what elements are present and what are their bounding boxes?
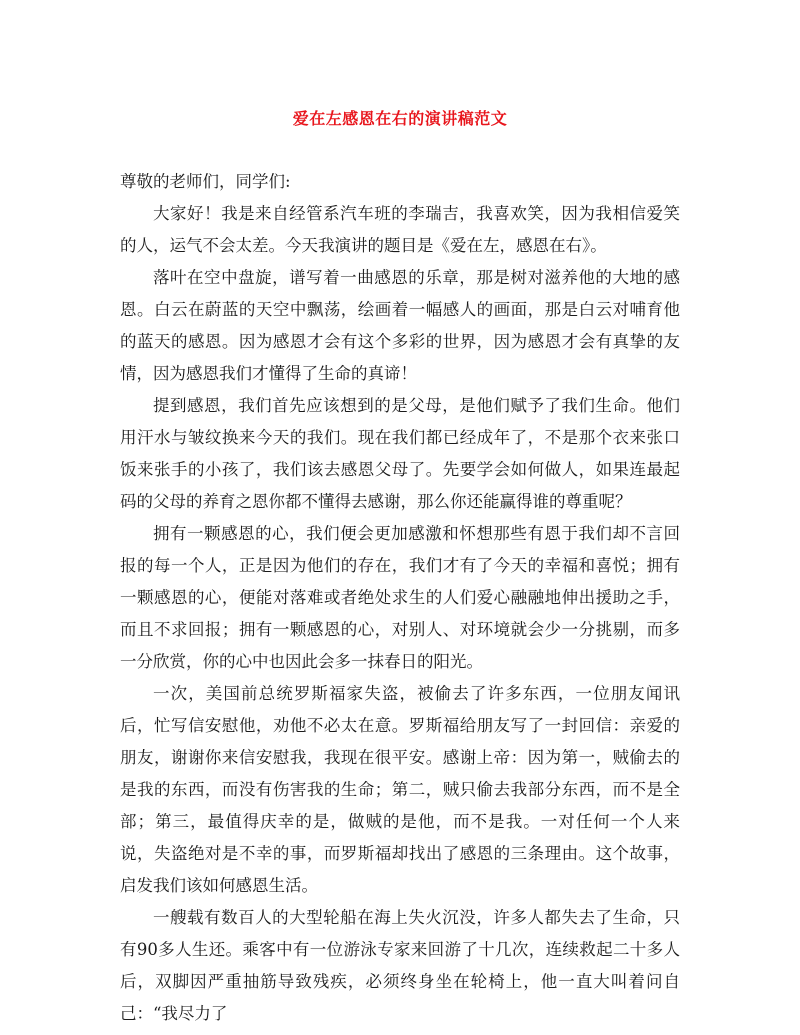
document-title: 爱在左感恩在右的演讲稿范文 <box>292 109 508 128</box>
salutation: 尊敬的老师们，同学们: <box>120 172 291 191</box>
paragraph-6: 一艘载有数百人的大型轮船在海上失火沉没，许多人都失去了生命，只有90多人生还。乘客中有一位游泳专家来回游了十几次，连续救起二十多人后，双脚因严重抽筋导致残疾，必须终身坐在轮椅上，他一直大叫着问自己：“我尽力了 <box>120 908 680 1023</box>
document-body <box>120 166 680 1030</box>
paragraph-4: 拥有一颗感恩的心，我们便会更加感激和怀想那些有恩于我们却不言回报的每一个人，正是因为他们的存在，我们才有了今天的幸福和喜悦；拥有一颗感恩的心，便能对落难或者绝处求生的人们爱心融融地伸出援助之手，而且不求回报；拥有一颗感恩的心，对别人、对环境就会少一分挑剔，而多一分欣赏，你的心中也因此会多一抹春日的阳光。 <box>120 524 680 671</box>
paragraph-1: 大家好！我是来自经管系汽车班的李瑞吉，我喜欢笑，因为我相信爱笑的人，运气不会太差。今天我演讲的题目是《爱在左，感恩在右》。 <box>120 204 680 255</box>
paragraph-5: 一次，美国前总统罗斯福家失盗，被偷去了许多东西，一位朋友闻讯后，忙写信安慰他，劝他不必太在意。罗斯福给朋友写了一封回信：亲爱的朋友，谢谢你来信安慰我，我现在很平安。感谢上帝：因为第一，贼偷去的是我的东西，而没有伤害我的生命；第二，贼只偷去我部分东西，而不是全部；第三，最值得庆幸的是，做贼的是他，而不是我。一对任何一个人来说，失盗绝对是不幸的事，而罗斯福却找出了感恩的三条理由。这个故事，启发我们该如何感恩生活。 <box>120 684 680 895</box>
paragraph-2: 落叶在空中盘旋，谱写着一曲感恩的乐章，那是树对滋养他的大地的感恩。白云在蔚蓝的天空中飘荡，绘画着一幅感人的画面，那是白云对哺育他的蓝天的感恩。因为感恩才会有这个多彩的世界，因为感恩才会有真挚的友情，因为感恩我们才懂得了生命的真谛！ <box>120 268 680 383</box>
paragraph-3: 提到感恩，我们首先应该想到的是父母，是他们赋予了我们生命。他们用汗水与皱纹换来今天的我们。现在我们都已经成年了，不是那个衣来张口饭来张手的小孩了，我们该去感恩父母了。先要学会如何做人，如果连最起码的父母的养育之恩你都不懂得去感谢，那么你还能赢得谁的尊重呢？ <box>120 396 680 511</box>
